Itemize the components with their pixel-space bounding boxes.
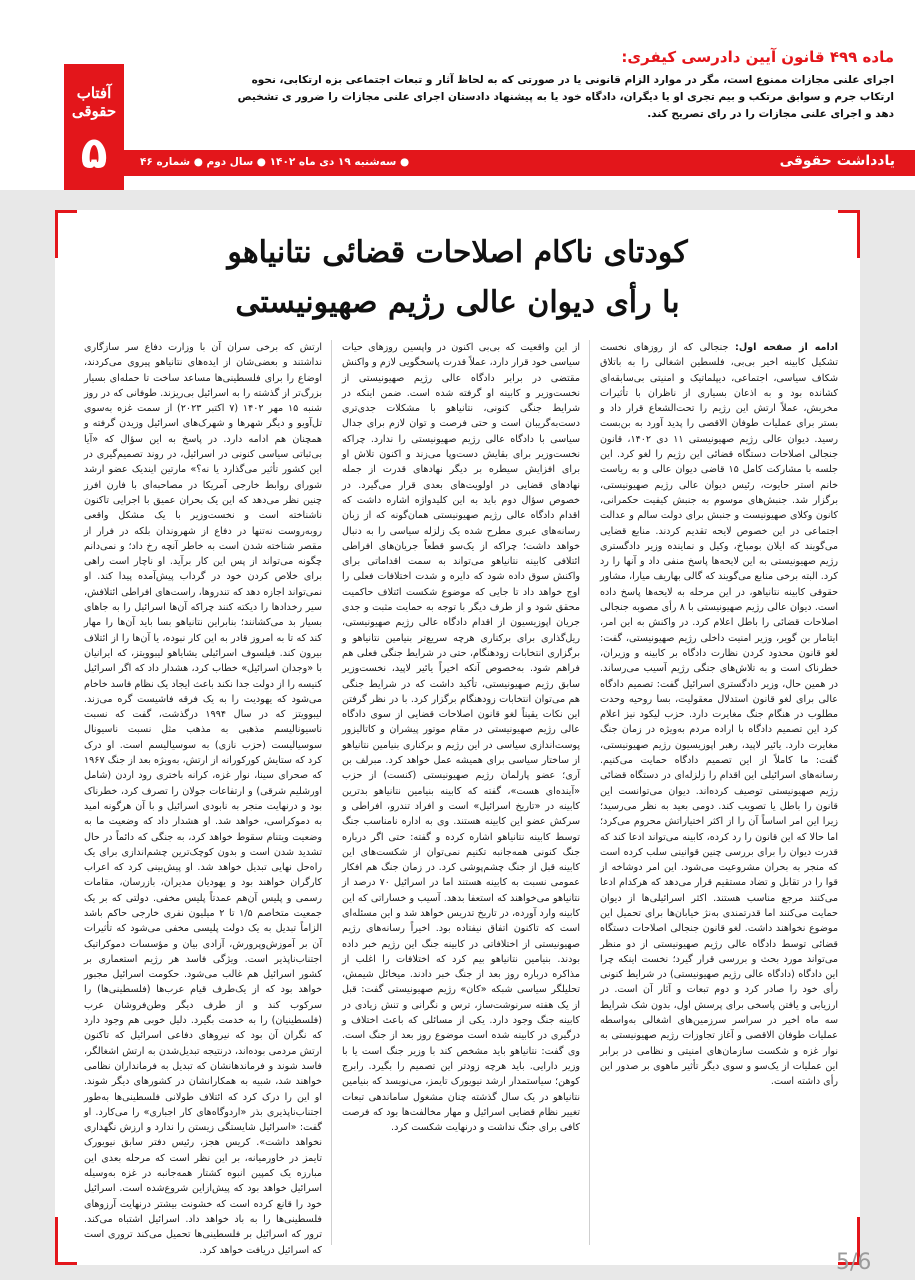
page-number: 5/6 bbox=[836, 1250, 872, 1275]
article-column-1 bbox=[600, 340, 838, 1245]
column-2-text: از این واقعیت که بی‌بی اکنون در واپسین روزهای حیات سیاسی خود قرار دارد، عملاً قدرت پاسخگویی لازم و واکنش مقتضی در برابر دادگاه عالی رژیم صهیونیستی از نخست‌وزیر و کابینه او گرفته شده است. ضمن اینکه در شرایط جنگی کنونی، نتانیاهو با مشکلات جدی‌تری دست‌به‌گریبان است و حتی فرصت و توان لازم برای جدال سیاسی با دادگاه عالی رژیم صهیونیستی را ندارد. چراکه نخست‌وزیر برای بقایش دست‌وپا می‌زند و اکنون تلاش او برای افزایش سیطره بر دیگر نهادهای قدرت از جمله نهادهای قضایی در اولویت‌های بعدی قرار می‌گیرد. در خصوص سؤال دوم باید به این کلیدواژه اشاره داشت که اقدام دادگاه عالی رژیم صهیونیستی همان‌گونه که از زبان رسانه‌های عبری مطرح شده یک زلزله سیاسی را به دنبال خواهد داشت؛ چراکه از یک‌سو قطعاً جریان‌های افراطی ائتلافی کابینه نتانیاهو می‌تواند به سمت اقداماتی برای واکنش سوق داده شود که دایره و شدت اختلافات فعلی را اوج خواهد داد تا جایی که موضوع شکست ائتلاف حاکمیت محقق شود و از طرف دیگر با توجه به حمایت مثبت و جدی جریان اپوزیسیون از اقدام دادگاه عالی رژیم صهیونیستی، ریل‌گذاری برای برکناری هرچه سریع‌تر بنیامین نتانیاهو و برگزاری انتخابات زودهنگام، حتی در شرایط جنگی فعلی هم فراهم شود. به‌خصوص آنکه اخیراً یائیر لاپید، نخست‌وزیر سابق رژیم صهیونیستی، تأکید داشت که در شرایط جنگی هم می‌توان انتخابات زودهنگام برگزار کرد. با در نظر گرفتن این نکات یقیناً لغو قانون اصلاحات قضایی از سوی دادگاه عالی رژیم صهیونیستی در مقام موتور پیشران و کاتالیزور پوست‌اندازی سیاسی در این رژیم و برکناری بنیامین نتانیاهو از ساختار سیاسی برای همیشه عمل خواهد کرد. مبرلف بن آری؛ عضو پارلمان رژیم صهیونیستی (کنست) از حزب «آینده‌ای هست»، گفته که کابینه بنیامین نتانیاهو بدترین کابینه در «تاریخ اسرائیل» است و افراد تندرو، افراطی و سرکش عضو این کابینه هستند. وی به اداره نامناسب جنگ توسط کابینه نتانیاهو اشاره کرده و گفته: حتی اگر درباره جنگ کنونی همه‌جانبه تکنیم نمی‌توان از شکست‌های این کابینه قبل از جنگ چشم‌پوشی کرد. در زمان جنگ هم افکار عمومی نسبت به کابینه هستند اما در اسرائیل ۷۰ درصد از نتانیاهو می‌خواهند که استعفا بدهد. آسیب و خساراتی که این کابینه وارد آورده، در تاریخ تدریس خواهد شد و این مسئله‌ای است که تاکنون اتفاق نیفتاده بود. اخیراً رسانه‌های رژیم صهیونیستی از اختلافاتی در کابینه جنگ این رژیم خبر داده بودند. بنیامین نتانیاهو بیم کرد که اختلافات را اغلب از مذاکره درباره روز بعد از جنگ خبر دادند. میخائل شیمش، تحلیلگر سیاسی شبکه «کان» رژیم صهیونیستی گفت: قبل از یک هفته سرنوشت‌ساز، ترس و نگرانی و تنش زیادی در کابینه جنگ وجود دارد. یکی از مسائلی که باعث اختلاف و درگیری در کابینه شده است موضوع روز بعد از جنگ است. وی گفت: نتانیاهو باید مشخص کند با وزیر جنگ است یا با وزیر دارایی. باید هرچه زودتر این تصمیم را بگیرد. رابرج کوهن؛ سیاستمدار ارشد نیویورک تایمز، می‌نویسد که بنیامین نتانیاهو در یک سال گذشته چنان مشغول ساماندهی تبعات تغییر نظام قضایی اسرائیل و مهار مخالفت‌ها بود که فرصت کافی برای جنگ نداشت و درنهایت شکست کرد. bbox=[342, 342, 580, 1134]
frame-corner-bottom-left bbox=[55, 1262, 77, 1265]
article-headline bbox=[95, 228, 820, 328]
frame-corner-top-left bbox=[55, 210, 77, 213]
frame-corner-bottom-left-v bbox=[55, 1217, 58, 1265]
column-divider-2 bbox=[331, 340, 332, 1245]
article-column-2 bbox=[342, 340, 580, 1245]
logo-page-number: ۵ bbox=[80, 128, 108, 179]
section-label: یادداشت حقوقی bbox=[779, 153, 895, 169]
section-bar bbox=[124, 150, 915, 176]
article-box bbox=[55, 210, 860, 1265]
column-1-text: جنجالی که از روزهای نخست تشکیل کابینه اخیر بی‌بی، فلسطین اشغالی را به باتلاق شکاف سیاسی، اجتماعی، دیپلماتیک و امنیتی بی‌سابقه‌ای کشانده بود و به اذعان بسیاری از ناظران با تأثیرات مخربش، عملاً ارتش این رژیم را تحت‌الشعاع قرار داد و بستر برای عملیات طوفان الاقصی را پدید آورد به بن‌بست رسید. دیوان عالی رژیم صهیونیستی ۱۱ دی ۱۴۰۲، قانون جنجالی اصلاحات دستگاه قضائی این رژیم را لغو کرد. این جلسه با مشارکت کامل ۱۵ قاضی دیوان عالی و به ریاست خانم استر حایوت، رئیس دیوان عالی رژیم صهیونیستی، برگزار شد. جنبش‌های موسوم به جنبش کیفیت حکمرانی، کانون وکلای صهیونیست و جنبش برای دولت سالم و عدالت اجتماعی در این خصوص لایحه تقدیم کردند. منابع قضایی می‌گویند که ایلان بومباخ، وکیل و نماینده وزیر دادگستری رژیم صهیونیستی به این لایحه‌ها پاسخ منفی داد و آنها را رد کرد. البته برخی منابع می‌گویند که گالی بهاریف میارا، مشاور حقوقی کابینه نتانیاهو، در این مرحله به لایحه‌ها پاسخ داده است. دیوان عالی رژیم صهیونیستی با ۸ رأی مصوبه جنجالی اصلاحات قضائی را باطل اعلام کرد. در واکنش به این امر، ایتامار بن گویر، وزیر امنیت داخلی رژیم صهیونیستی، گفت: لغو قانون محدود کردن نظارت دادگاه بر کابینه و وزیران، خطرناک است و به تلاش‌های جنگی رژیم آسیب می‌رساند. در همین حال، وزیر دادگستری اسرائیل گفت: تصمیم دادگاه عالی برای لغو قانون استدلال معقولیت، بسا روحیه وحدت مطلوب در هنگام جنگ مغایرت دارد. حزب لیکود نیز اعلام کرد این تصمیم دادگاه با اراده مردم به‌ویژه در زمان جنگ مغایرت دارد. یائیر لاپید، رهبر اپوزیسیون رژیم صهیونیستی، گفت: ما کاملاً از این تصمیم دادگاه حمایت می‌کنیم. رسانه‌های اسرائیلی این اقدام را زلزله‌ای در دستگاه قضائی رژیم صهیونیستی توصیف کرده‌اند. دیوان می‌توانست این قانون را باطل یا تصویب کند. دومی بعید به نظر می‌رسید؛ زیرا این امر اساساً آن را از اکثر اختیاراتش محروم می‌کرد؛ اما حالا که این قانون را رد کرده، کابینه می‌تواند ادعا کند که قدرت دیوان را برای بررسی چنین قوانینی سلب کرده است که منجر به بحران مشروعیت می‌شود. این امر دوشاخه از قوا را در تقابل و تضاد مستقیم قرار می‌دهد که هرکدام ادعا می‌کنند مرجع مناسب هستند. اکثر اسرائیلی‌ها از دیوان حمایت می‌کنند اما قدرتمندی به‌نژ خیابان‌ها برای تحمیل این موضوع نخواهند داشت. لغو قانون جنجالی اصلاحات دستگاه قضائی توسط دادگاه عالی رژیم صهیونیستی از دو منظر می‌تواند مورد بحث و بررسی قرار گیرد؛ نخست اینکه چرا این دادگاه (دادگاه عالی رژیم صهیونیستی) در شرایط کنونی رأی خود را صادر کرد و دوم تبعات و آثار آن است. در ارزیابی و یافتن پاسخی برای پرسش اول، بدون شک شرایط سه ماه اخیر در سراسر سرزمین‌های اشغالی به‌واسطه عملیات طوفان الاقصی و آغاز تجاوزات رژیم صهیونیستی به نوار غزه و شکست سازمان‌های امنیتی و نظامی در برابر این عملیات از یک‌سو و سوی دیگر تأثیر ماهوی بر صدور این رأی داشته است. bbox=[600, 342, 839, 1088]
article-column-3 bbox=[84, 340, 322, 1256]
newspaper-logo bbox=[64, 64, 124, 190]
headline-line-2: با رأی دیوان عالی رژیم صهیونیستی bbox=[235, 285, 680, 320]
column-lead: ادامه از صفحه اول: bbox=[734, 342, 838, 353]
law-article-title: ماده ۴۹۹ قانون آیین دادرسی کیفری: bbox=[621, 48, 894, 66]
issue-info: ● سه‌شنبه ۱۹ دی ماه ۱۴۰۲ ● سال دوم ● شماره ۴۶ bbox=[140, 156, 410, 168]
logo-title: آفتاب حقوقی bbox=[71, 84, 117, 120]
column-3-text: ارتش که برخی سران آن با وزارت دفاع سر سازگاری نداشتند و بعضی‌شان از ایده‌های نتانیاهو پیروی می‌کردند، اوضاع را برای فلسطینی‌ها مساعد ساخت تا حمله‌ای بسیار بزرگ‌تر از گذشته را به اسرائیل بی‌ریزند. طوفانی که در روز شنبه ۱۵ مهر ۱۴۰۲ (۷ اکتبر ۲۰۲۳) از سمت غزه به‌سوی تل‌آویو و دیگر شهرها و شهرک‌های اسرائیل وزیدن گرفته و همچنان هم ادامه دارد. در پاسخ به این سؤال که «آیا بی‌ثباتی سیاسی کنونی در اسرائیل، در روند تصمیم‌گیری در این کشور تأثیر می‌گذارد یا نه؟» مارتین ایندیک عضو ارشد شورای روابط خارجی آمریکا در مصاحبه‌ای با فارن افرز چنین نظر می‌دهد که این یک بحران عمیق با اجرایی تاکنون ناشناخته است و نخست‌وزیر با یک مشکل واقعی روبه‌روست نه‌تنها در دفاع از شهروندان بلکه در فرار از مقصر شناخته شدن است به خاطر آنچه رخ داد؛ و نمی‌دانم چگونه می‌تواند از پس این کار برآید. او ناچار است راهی برای خلاص کردن خود در گرداب پیش‌آمده پیدا کند. او نمی‌تواند اجازه دهد که تندروها، راست‌های افراطی ائتلافش، سیر رخدادها را دیکته کنند چراکه آن‌ها اسرائیل را به جاهای بسیار بد می‌کشانند؛ بنابراین نتانیاهو بسا باید آن‌ها را مهار کند که تا به امروز قادر به این کار نبوده، یا آن‌ها را از ائتلاف بیرون کند. فیلسوف اسرائیلی یشایاهو لیبوویتز، که ایرانیان با «وجدان اسرائیل» خطاب کرد، هشدار داد که اگر اسرائیل کنیسه را از دولت جدا نکند باعث ایجاد یک نظام فاسد خاخام می‌شود که یهودیت را به یک فرقه فاشیست گره می‌زند. لیبوویتز که در سال ۱۹۹۴ درگذشت، گفت که نسبت ناسیونالیسم مذهبی به مذهب مثل نسبت ناسیونال سوسیالیست (حزب نازی) به سوسیالیسم است. او درک کرد که ستایش کورکورانه از ارتش، به‌ویژه بعد از جنگ ۱۹۶۷ که صحرای سینا، نوار غزه، کرانه باختری رود اردن (شامل اورشلیم شرقی) و ارتفاعات جولان را تصرف کرد، خطرناک بود و درنهایت منجر به نابودی اسرائیل و با آن هرگونه امید به دموکراسی، خواهد شد. او هشدار داد که وضعیت ما به وضعیت ویتنام سقوط خواهد کرد، به جنگی که دائماً در حال تشدید شدن است و بدون کوچک‌ترین چشم‌اندازی برای یک راه‌حل نهایی تبدیل خواهد شد. او پیش‌بینی کرد که اعراب کارگران خواهند بود و یهودیان مدیران، بازرسان، مقامات رسمی و پلیس آن‌هم عمدتاً پلیس مخفی. دولتی که بر یک جمعیت متخاصم ۱/۵ تا ۲ میلیون نفری خارجی حاکم باشد الزاماً تبدیل به یک دولت پلیسی مخفی می‌شود که تأثیرات آن بر آموزش‌وپرورش، آزادی بیان و مؤسسات دموکراتیک اجتناب‌ناپذیر است. ویژگی فاسد هر رژیم استعماری بر کشور اسرائیل هم غالب می‌شود. حکومت اسرائیل مجبور خواهد بود که از یک‌طرف قیام عرب‌ها (فلسطینی‌ها) را سرکوب کند و از طرف دیگر وطن‌فروشان عرب (فلسطینیان) را به خدمت بگیرد. دلیل خوبی هم وجود دارد که نگران آن بود که نیروهای دفاعی اسرائیل که تاکنون ارتش مردمی بوده‌اند، درنتیجه تبدیل‌شدن به ارتش اشغالگر، فاسد شوند و فرماندهانشان که تبدیل به فرمانداران نظامی خواهند شد، شبیه به همکارانشان در کشورهای دیگر شوند. او این را درک کرد که ائتلاف طولانی فلسطینی‌ها به‌طور اجتناب‌ناپذیری بذر «اردوگاه‌های کار اجباری» را می‌کارد. او گفت: «اسرائیل شایستگی زیستن را ندارد و ارزش نگهداری نخواهد داشت». کریس هجز، رئیس دفتر سابق نیویورک تایمز در خاورمیانه، بر این نظر است که مرحله بعدی این مبارزه یک کمپین انبوه کشتار همه‌جانبه در غزه به‌وسیله اسرائیل خواهد بود که پیش‌ازاین شروع‌شده است. اسرائیل خود را قانع کرده است که خشونت بیشتر درنهایت آرزوهای فلسطینی‌ها را به باد خواهد داد. اسرائیل اشتباه می‌کند. ترور که اسرائیل بر فلسطینی‌ها تحمیل می‌کند تروری است که اسرائیل دریافت خواهد کرد. bbox=[84, 342, 322, 1256]
frame-corner-top-left-v bbox=[55, 210, 58, 258]
headline-line-1: کودتای ناکام اصلاحات قضائی نتانیاهو bbox=[227, 235, 688, 270]
law-article-body: اجرای علنی مجازات ممنوع است، مگر در موارد الزام قانونی یا در صورتی که به لحاظ آثار و تبعات اجتماعی بزه ارتکابی، نحوه ارتکاب جرم و سوابق مرتکب و بیم تجری او یا دیگران، دادگاه خود یا به پیشنهاد دادستان اجرای علنی مجازات را ضرور ی تشخیص دهد و اجرای علنی مجازات را در رای تصریح کند. bbox=[237, 74, 894, 120]
law-article-block bbox=[232, 46, 894, 123]
frame-corner-top-right-v bbox=[857, 210, 860, 258]
column-divider-1 bbox=[589, 340, 590, 1245]
